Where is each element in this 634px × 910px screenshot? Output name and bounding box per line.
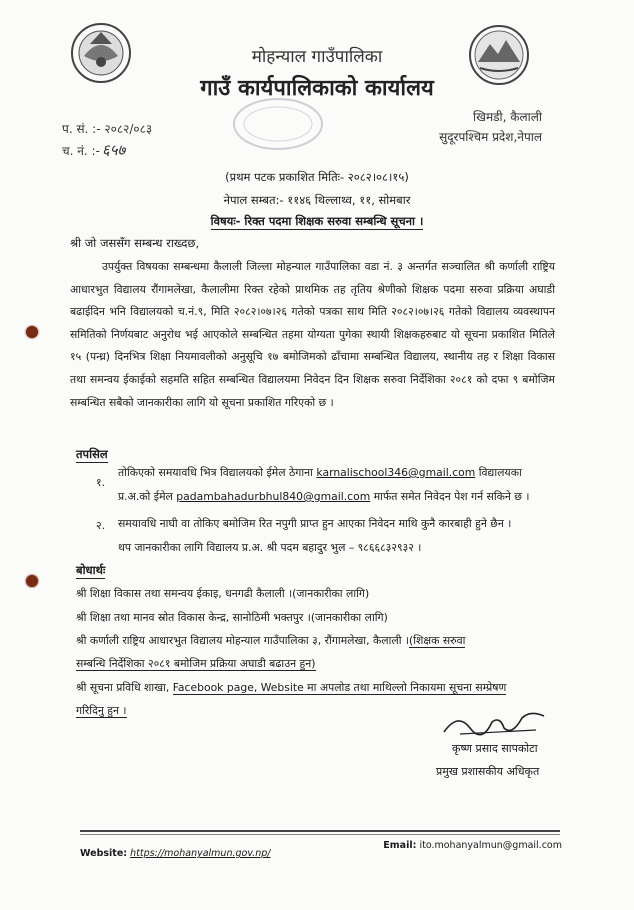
website-label: Website: xyxy=(80,848,128,859)
cc-line-5-text: श्री सूचना प्रविधि शाखा, xyxy=(76,681,170,694)
detail-item-1-line2-text: प्र.अ.को ईमेल xyxy=(118,490,173,503)
cc-line-4-purpose: सम्बन्धि निर्देशिका २०८१ बमोजिम प्रक्रिया अघाडी बढाउन हुन) xyxy=(76,657,316,670)
detail-item-1-text-cont: विद्यालयका xyxy=(478,466,522,479)
cc-line-3-purpose: (शिक्षक सरुवा xyxy=(409,634,466,647)
email-label: Email: xyxy=(383,840,417,851)
detail-item-1-line2-end: मार्फत समेत निवेदन पेश गर्न सकिने छ । xyxy=(373,490,530,503)
office-address-line1: खिमडी, कैलाली xyxy=(473,110,542,124)
contact-info: थप जानकारीका लागि विद्यालय प्र.अ. श्री पदम बहादुर भुल – ९८६६८३२९३२ । xyxy=(118,541,422,554)
detail-item-number: १. xyxy=(96,476,106,489)
headteacher-email-link[interactable]: padambahadurbhul840@gmail.com xyxy=(176,490,371,503)
cc-line xyxy=(76,656,316,671)
cc-line: श्री शिक्षा तथा मानव स्रोत विकास केन्द्र, सानोठिमी भक्तपुर ।(जानकारीका लागि) xyxy=(76,611,388,624)
office-title: गाउँ कार्यपालिकाको कार्यालय xyxy=(200,76,434,101)
dispatch-number-label: च. नं. :- xyxy=(62,144,100,158)
footer-divider xyxy=(80,834,560,835)
notice-body: उपर्युक्त विषयका सम्बन्धमा कैलाली जिल्ला मोहन्याल गाउँपालिका वडा नं. ३ अन्तर्गत सञ्चालित श्री कर्णाली राष्ट्रिय आधारभुत विद्यालय रौंगामलेखा, कैलालीमा रिक्त रहेको प्राथमिक तह तृतिय श्रेणीको शिक्षक पदमा सरुवा प्रक्रिया अघाडी बढाईदिन भनि विद्यालयको च.नं.९, मिति २०८२।०७।२६ गतेको पत्रका साथ मिति २०८२।०७।२६ गतेको विद्यालय व्यवस्थापन समितिको निर्णयबाट अनुरोध भई आएकोले सम्बन्धित तहमा योग्यता पुगेका स्थायी शिक्षकहरुबाट यो सूचना प्रकाशित मितिले १५ (पन्ध्र) दिनभित्र शिक्षा नियमावलीको अनुसूचि १७ बमोजिमको ढाँचामा सम्बन्धित विद्यालय, स्थानीय तह र शिक्षा विकास तथा समन्वय ईकाईको सहमति सहित सम्बन्धित विद्यालयमा निवेदन दिन शिक्षक सरुवा निर्देशिका २०८१ को दफा ९ बमोजिम सम्बन्धित सबैको जानकारीका लागि यो सूचना प्रकाशित गरिएको छ । xyxy=(70,260,555,409)
cc-heading: बोधार्थः xyxy=(76,563,106,577)
cc-line-5-purpose: Facebook page, Website मा अपलोड तथा माथिल्लो निकायमा सूचना सम्प्रेषण xyxy=(172,681,507,694)
punch-hole xyxy=(26,326,38,338)
detail-item-number: २. xyxy=(96,519,106,532)
cc-line xyxy=(76,680,506,695)
cc-line-3-text: श्री कर्णाली राष्ट्रिय आधारभुत विद्यालय मोहन्याल गाउँपालिका ३, रौंगामलेखा, कैलाली । xyxy=(76,634,410,647)
office-address-line2: सुदूरपश्चिम प्रदेश,नेपाल xyxy=(439,130,542,144)
website-link[interactable]: https://mohanyalmun.gov.np/ xyxy=(130,848,271,859)
nepal-sambat-date: नेपाल सम्बत:- ११४६ थिल्लाथ्व, ११, सोमबार xyxy=(223,193,411,207)
footer-website xyxy=(80,848,270,859)
cc-line-6-purpose: गरिदिनु हुन । xyxy=(76,704,127,717)
detail-item-1-line1 xyxy=(118,465,522,480)
details-heading: तपसिल xyxy=(76,447,108,461)
salutation: श्री जो जससँग सम्बन्ध राख्दछ, xyxy=(70,236,200,250)
letter-reference-number: प. सं. :- २०८२/०८३ xyxy=(62,122,153,136)
footer-divider xyxy=(80,830,560,832)
notice-subject xyxy=(0,214,634,229)
punch-hole xyxy=(26,575,38,587)
municipality-name: मोहन्याल गाउँपालिका xyxy=(251,47,383,67)
signatory-designation: प्रमुख प्रशासकीय अधिकृत xyxy=(436,765,540,778)
cc-line xyxy=(76,633,465,648)
email-link[interactable]: ito.mohanyalmun@gmail.com xyxy=(419,840,562,851)
dispatch-number xyxy=(62,140,125,160)
detail-item-1-text: तोकिएको समयावधि भित्र विद्यालयको ईमेल ठेगाना xyxy=(118,466,313,479)
cc-line: श्री शिक्षा विकास तथा समन्वय ईकाइ, धनगढी कैलाली ।(जानकारीका लागि) xyxy=(76,587,370,600)
detail-item-1-line2 xyxy=(118,489,529,504)
signatory-name: कृष्ण प्रसाद सापकोटा xyxy=(452,742,538,755)
dispatch-number-value: ६५७ xyxy=(101,141,126,159)
notice-subject-text: विषयः- रिक्त पदमा शिक्षक सरुवा सम्बन्धि सूचना । xyxy=(210,214,424,228)
first-published-date: (प्रथम पटक प्रकाशित मितिः- २०८२।०८।१५) xyxy=(225,170,409,184)
cc-line xyxy=(76,703,127,718)
school-email-link[interactable]: karnalischool346@gmail.com xyxy=(316,466,476,479)
detail-item-2: समयावधि नाघी वा तोकिए बमोजिम रित नपुगी प्राप्त हुन आएका निवेदन माथि कुनै कारबाही हुने छैन । xyxy=(118,517,512,530)
handwritten-signature-icon xyxy=(440,706,550,740)
office-stamp-icon xyxy=(228,96,328,152)
footer-email xyxy=(383,840,562,851)
